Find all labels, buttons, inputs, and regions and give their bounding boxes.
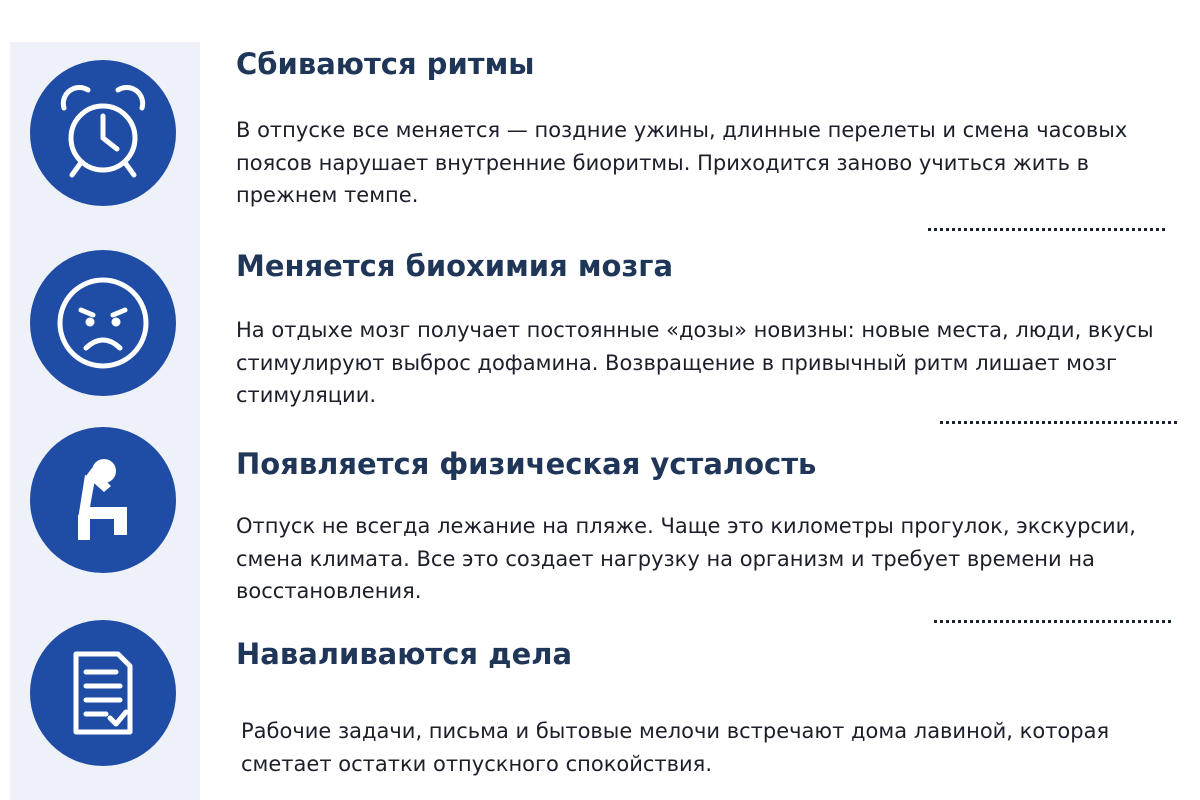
section-4-icon-circle	[30, 620, 176, 766]
sad-face-icon	[48, 268, 158, 378]
document-checklist-icon	[48, 638, 158, 748]
section-3-text: Отпуск не всегда лежание на пляже. Чаще это километры прогулок, экскурсии, смена климата. Все это создает нагрузку на организм и требует времени на восстановления.	[236, 514, 1136, 603]
section-divider-2	[940, 421, 1177, 424]
section-2-text: На отдыхе мозг получает постоянные «дозы» новизны: новые места, люди, вкусы стимулируют выброс дофамина. Возвращение в привычный ритм лишает мозг стимуляции.	[236, 318, 1154, 407]
section-1-text: В отпуске все меняется — поздние ужины, длинные перелеты и смена часовых поясов нарушает внутренние биоритмы. Приходится заново учиться жить в прежнем темпе.	[236, 118, 1128, 207]
section-divider-1	[928, 228, 1165, 231]
section-divider-3	[934, 620, 1171, 623]
section-3-title: Появляется физическая усталость	[236, 447, 817, 481]
section-3-icon-circle	[30, 427, 176, 573]
alarm-clock-icon	[48, 78, 158, 188]
section-1-title: Сбиваются ритмы	[236, 47, 535, 81]
section-1-icon-circle	[30, 60, 176, 206]
section-2-title: Меняется биохимия мозга	[236, 249, 674, 283]
tired-person-icon	[48, 445, 158, 555]
section-2-icon-circle	[30, 250, 176, 396]
section-4-title: Наваливаются дела	[236, 637, 573, 671]
section-4-text: Рабочие задачи, письма и бытовые мелочи встречают дома лавиной, которая сметает остатки отпускного спокойствия.	[241, 719, 1110, 776]
